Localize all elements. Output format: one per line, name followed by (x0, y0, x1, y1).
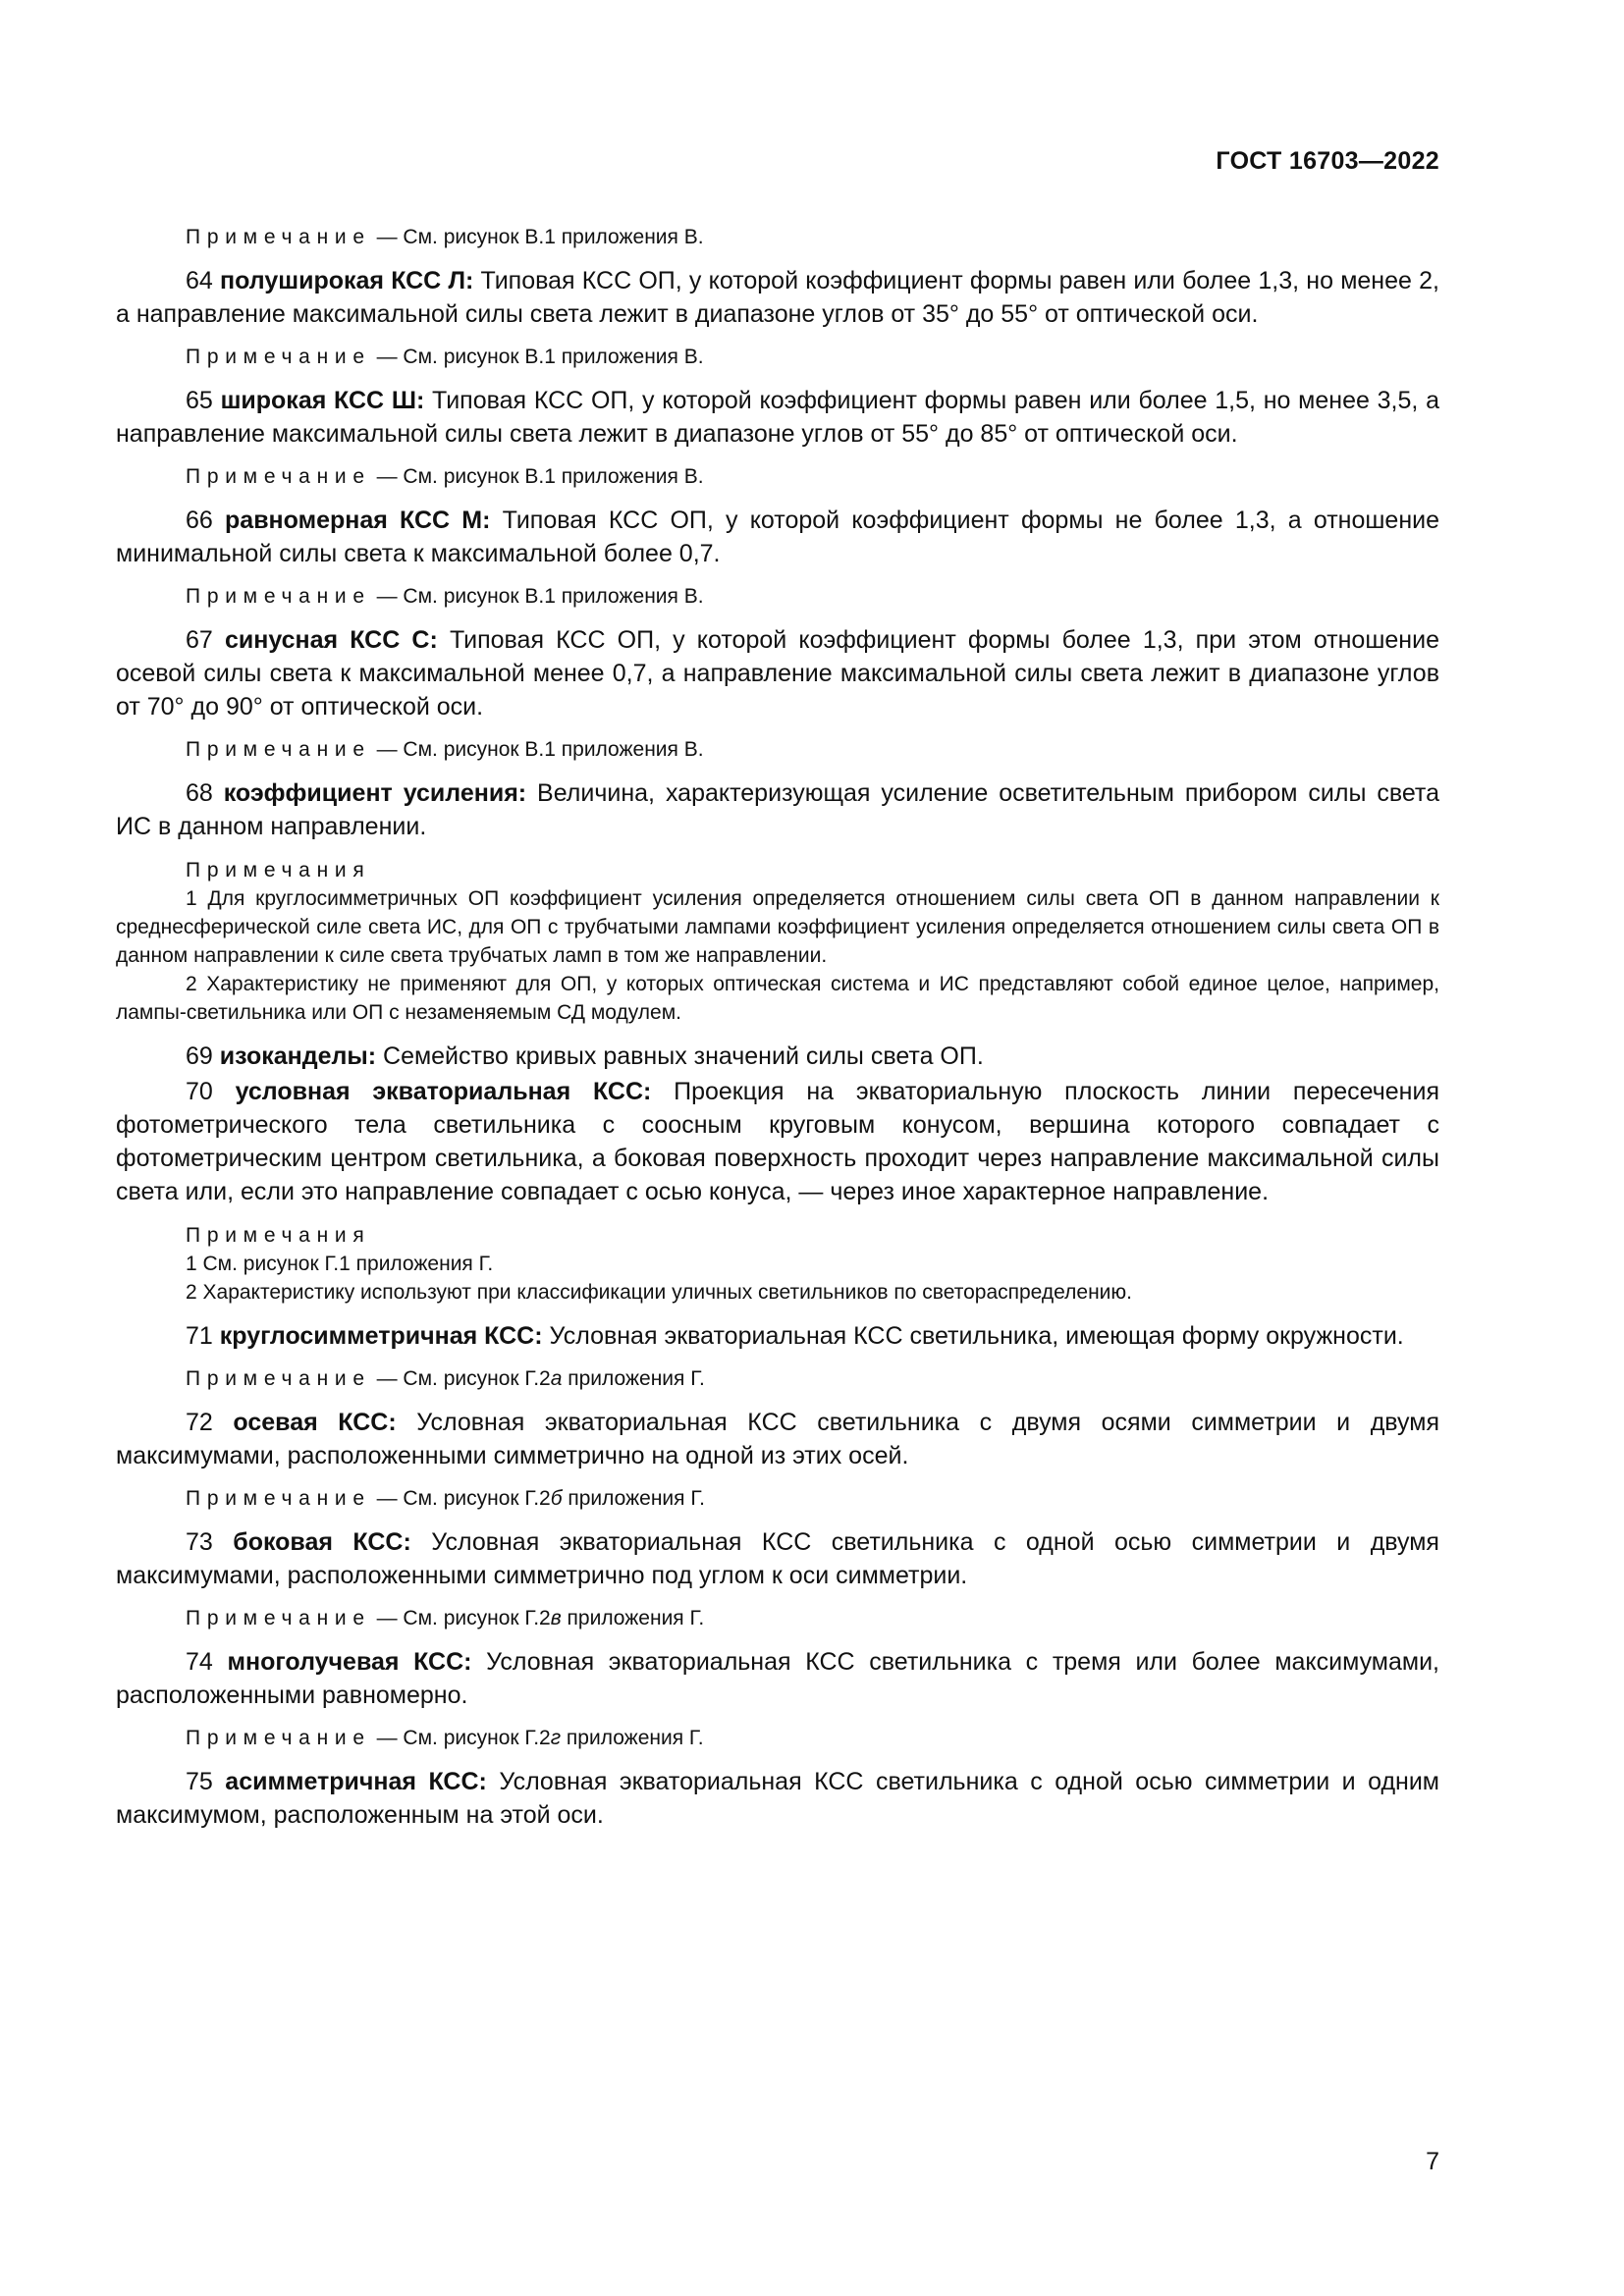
term-definition: Условная экваториальная КСС светильника с двумя осями симметрии и двумя максимумами, расположенными симметрично на одной из этих осей. (116, 1409, 1439, 1469)
term-definition: Условная экваториальная КСС светильника с одной осью симметрии и одним максимумом, расположенным на этой оси. (116, 1768, 1439, 1829)
term-name: условная экваториальная КСС: (235, 1078, 652, 1105)
note-label: Примечание (186, 738, 371, 761)
note-text-tail: приложения Г. (561, 1607, 705, 1629)
document-page (116, 0, 1439, 2296)
term-69 (116, 1040, 1439, 1073)
note-item: 2 Характеристику используют при классификации уличных светильников по светораспределению. (186, 1281, 1132, 1304)
note (116, 583, 1439, 611)
note (116, 1485, 1439, 1513)
note-label: Примечание (186, 226, 371, 248)
term-74 (116, 1645, 1439, 1712)
term-number: 64 (186, 267, 221, 294)
note (116, 1365, 1439, 1393)
note-label: Примечание (186, 465, 371, 488)
term-number: 67 (186, 626, 225, 654)
page-number: 7 (1426, 2148, 1439, 2175)
notes-label: Примечания (186, 1224, 371, 1247)
term-definition: Семейство кривых равных значений силы света ОП. (376, 1042, 984, 1070)
term-definition: Типовая КСС ОП, у которой коэффициент формы равен или более 1,3, но менее 2, а направление максимальной силы света лежит в диапазоне углов от 35° до 55° от оптической оси. (116, 267, 1439, 328)
term-number: 75 (186, 1768, 226, 1795)
term-number: 72 (186, 1409, 234, 1436)
note-figure-letter: б (550, 1487, 563, 1510)
note (116, 1725, 1439, 1752)
term-75 (116, 1765, 1439, 1832)
notes-block (116, 1221, 1439, 1307)
note-label: Примечание (186, 585, 371, 608)
note-label: Примечание (186, 1367, 371, 1390)
note (116, 1605, 1439, 1632)
term-71 (116, 1319, 1439, 1353)
note-label: Примечание (186, 1607, 371, 1629)
term-66 (116, 504, 1439, 570)
term-number: 65 (186, 387, 221, 414)
note-text-tail: приложения Г. (562, 1487, 705, 1510)
note-figure-letter: в (550, 1607, 562, 1629)
term-number: 68 (186, 779, 224, 807)
term-number: 70 (186, 1078, 236, 1105)
term-definition: Типовая КСС ОП, у которой коэффициент формы равен или более 1,5, но менее 3,5, а направление максимальной силы света лежит в диапазоне углов от 55° до 85° от оптической оси. (116, 387, 1439, 448)
term-65 (116, 384, 1439, 451)
term-name: многолучевая КСС: (227, 1648, 472, 1676)
note-text: — См. рисунок Г.2 (376, 1607, 551, 1629)
page-content (116, 224, 1439, 1844)
note-text: — См. рисунок Г.2 (376, 1367, 551, 1390)
term-name: широкая КСС Ш: (220, 387, 425, 414)
note-text: — См. рисунок В.1 приложения В. (376, 465, 704, 488)
document-id: ГОСТ 16703—2022 (1216, 147, 1439, 175)
term-name: изоканделы: (219, 1042, 377, 1070)
notes-label: Примечания (186, 859, 371, 881)
note-text: — См. рисунок В.1 приложения В. (376, 226, 704, 248)
note (116, 463, 1439, 491)
note-item: 2 Характеристику не применяют для ОП, у которых оптическая система и ИС представляют собой единое целое, например, лампы-светильника или ОП с незаменяемым СД модулем. (116, 973, 1439, 1024)
term-68 (116, 776, 1439, 843)
note-text-tail: приложения Г. (562, 1367, 705, 1390)
note-text: — См. рисунок В.1 приложения В. (376, 346, 704, 368)
term-definition: Типовая КСС ОП, у которой коэффициент формы более 1,3, при этом отношение осевой силы света к максимальной менее 0,7, а направление максимальной силы света лежит в диапазоне углов от 70° до 90° от оптической оси. (116, 626, 1439, 721)
note-item: 1 См. рисунок Г.1 приложения Г. (186, 1253, 494, 1275)
note-label: Примечание (186, 346, 371, 368)
term-definition: Условная экваториальная КСС светильника с одной осью симметрии и двумя максимумами, расположенными симметрично под углом к оси симметрии. (116, 1528, 1439, 1589)
term-name: полуширокая КСС Л: (220, 267, 474, 294)
note-text-tail: приложения Г. (561, 1727, 704, 1749)
note-label: Примечание (186, 1727, 371, 1749)
term-name: боковая КСС: (233, 1528, 411, 1556)
term-definition: Условная экваториальная КСС светильника с тремя или более максимумами, расположенными равномерно. (116, 1648, 1439, 1709)
term-definition: Величина, характеризующая усиление осветительным прибором силы света ИС в данном направлении. (116, 779, 1440, 840)
term-number: 69 (186, 1042, 220, 1070)
note-text: — См. рисунок В.1 приложения В. (376, 585, 704, 608)
term-number: 74 (186, 1648, 228, 1676)
note-item: 1 Для круглосимметричных ОП коэффициент усиления определяется отношением силы света ОП в данном направлении к среднесферической силе света ИС, для ОП с трубчатыми лампами коэффициент усиления определяется отношением силы света ОП в данном направлении к силе света трубчатых ламп в том же направлении. (116, 887, 1439, 967)
note-label: Примечание (186, 1487, 371, 1510)
notes-block (116, 856, 1439, 1027)
note-text: — См. рисунок В.1 приложения В. (376, 738, 704, 761)
term-number: 66 (186, 507, 226, 534)
term-72 (116, 1406, 1439, 1472)
term-67 (116, 623, 1439, 723)
note-figure-letter: а (550, 1367, 563, 1390)
term-number: 73 (186, 1528, 234, 1556)
term-name: осевая КСС: (233, 1409, 397, 1436)
term-name: асимметричная КСС: (225, 1768, 487, 1795)
term-number: 71 (186, 1322, 220, 1350)
term-name: равномерная КСС М: (225, 507, 491, 534)
note (116, 344, 1439, 371)
term-64 (116, 264, 1439, 331)
term-definition: Условная экваториальная КСС светильника, имеющая форму окружности. (542, 1322, 1404, 1350)
term-73 (116, 1525, 1439, 1592)
note (116, 224, 1439, 251)
note-text: — См. рисунок Г.2 (376, 1487, 551, 1510)
term-definition: Типовая КСС ОП, у которой коэффициент формы не более 1,3, а отношение минимальной силы света к максимальной более 0,7. (116, 507, 1439, 567)
note (116, 736, 1439, 764)
term-70 (116, 1075, 1439, 1208)
note-text: — См. рисунок Г.2 (376, 1727, 551, 1749)
note-figure-letter: г (550, 1727, 562, 1749)
term-name: коэффициент усиления: (223, 779, 527, 807)
term-name: круглосимметричная КСС: (219, 1322, 543, 1350)
term-name: синусная КСС С: (224, 626, 438, 654)
term-definition: Проекция на экваториальную плоскость линии пересечения фотометрического тела светильника с соосным круговым конусом, вершина которого совпадает с фотометрическим центром светильника, а боковая поверхность проходит через направление максимальной силы света или, если это направление совпадает с осью конуса, — через иное характерное направление. (116, 1078, 1439, 1205)
